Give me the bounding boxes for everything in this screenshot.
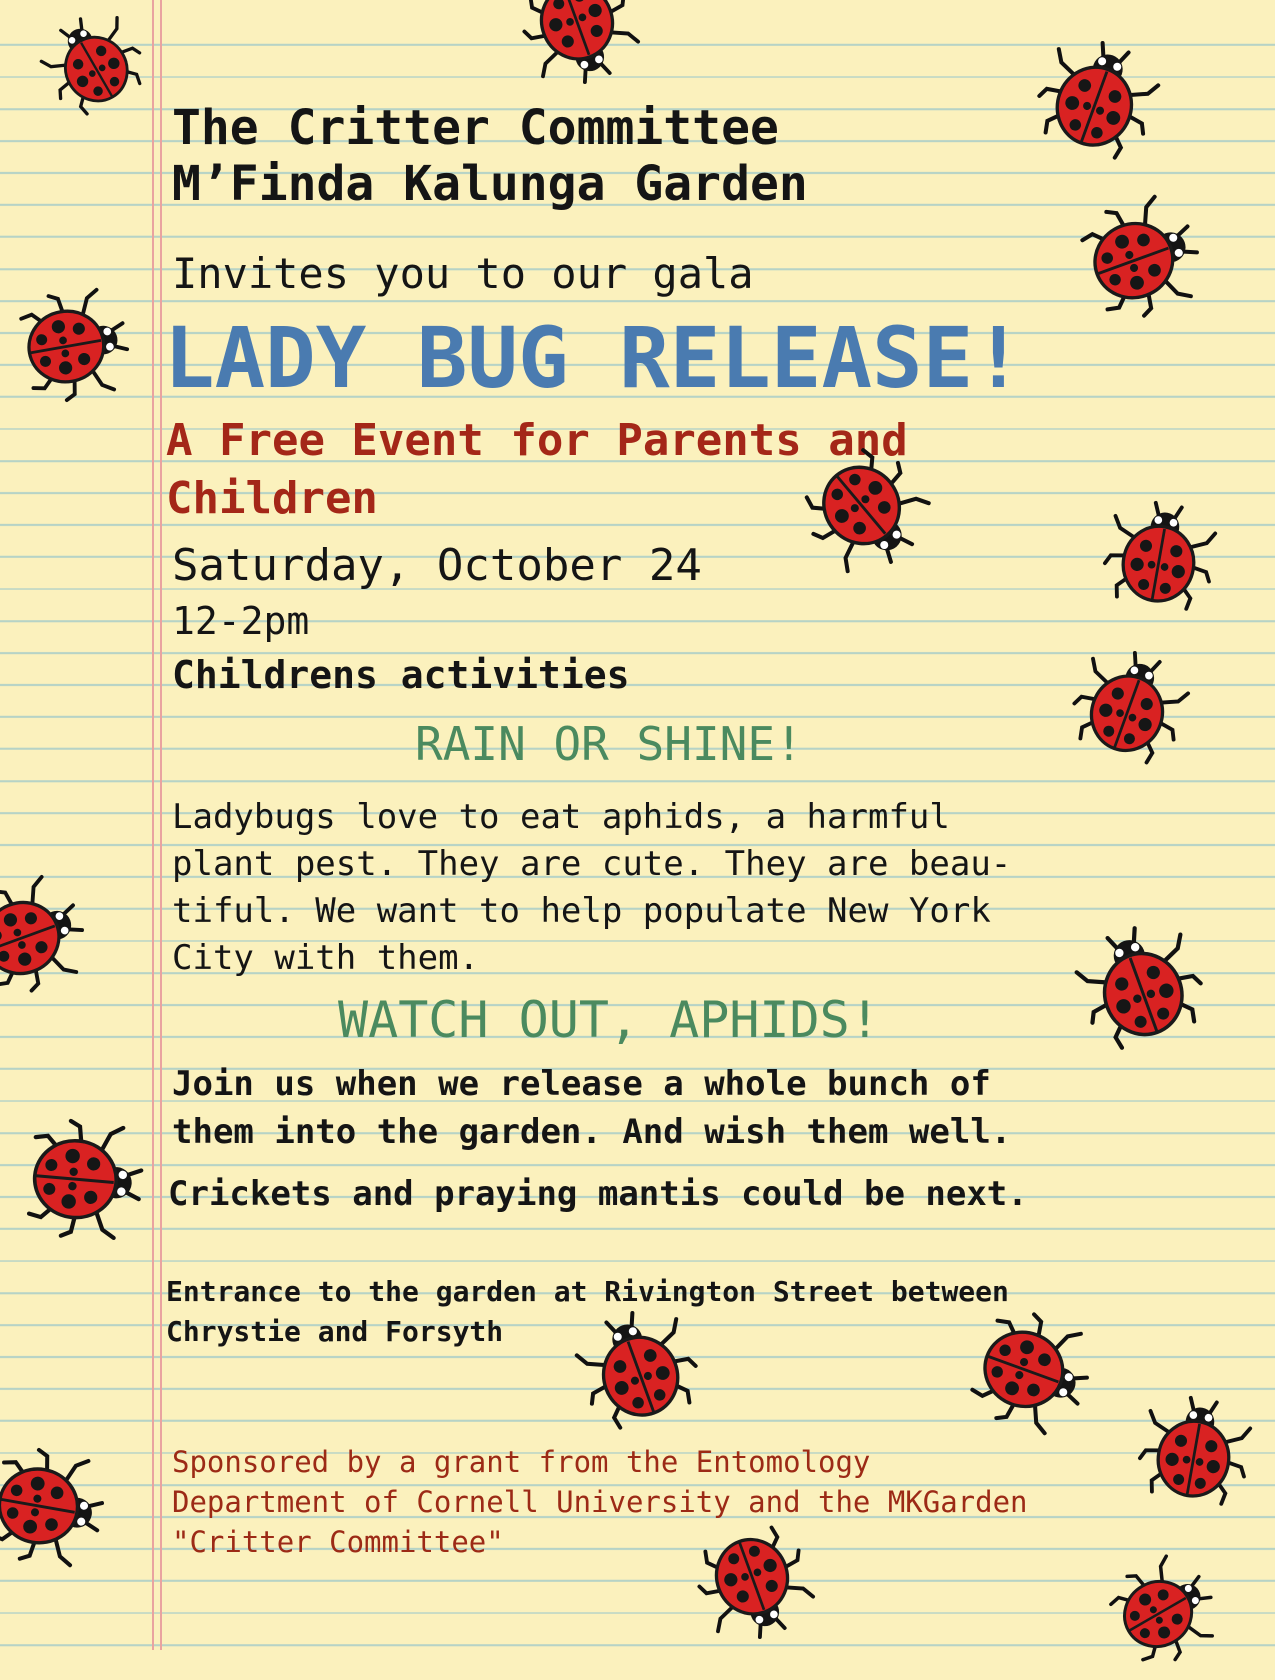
next-critters: Crickets and praying mantis could be next.: [168, 1174, 1028, 1214]
description-line: City with them.: [172, 938, 480, 978]
notebook-margin-line: [160, 0, 162, 1650]
ladybug-icon: [1097, 1542, 1234, 1679]
event-title: LADY BUG RELEASE!: [164, 309, 1024, 407]
ladybug-icon: [0, 865, 100, 1006]
release-line: Join us when we release a whole bunch of: [172, 1064, 991, 1104]
ladybug-icon: [564, 1294, 711, 1441]
watch-out-banner: WATCH OUT, APHIDS!: [338, 991, 880, 1049]
ladybug-icon: [1131, 1386, 1258, 1513]
event-date: Saturday, October 24: [172, 540, 702, 591]
location-line2: Chrystie and Forsyth: [166, 1315, 504, 1348]
ladybug-icon: [0, 1441, 114, 1574]
sponsor-line2: Department of Cornell University and the MKGarden: [172, 1485, 1028, 1519]
event-subtitle-line1: A Free Event for Parents and: [166, 415, 908, 466]
ladybug-description: [172, 794, 1011, 982]
ladybug-icon: [20, 1115, 150, 1245]
committee-name: The Critter Committee: [172, 100, 779, 156]
event-subtitle-line2: Children: [166, 473, 378, 524]
ladybug-icon: [28, 0, 158, 127]
release-description: [172, 1060, 1011, 1156]
description-line: tiful. We want to help populate New York: [172, 891, 991, 931]
sponsor-line3: "Critter Committee": [172, 1525, 504, 1559]
ladybug-icon: [1069, 184, 1216, 331]
ladybug-icon: [510, 0, 651, 100]
notebook-margin-line: [152, 0, 154, 1650]
ladybug-icon: [1096, 491, 1223, 618]
ladybug-icon: [959, 1299, 1106, 1446]
release-line: them into the garden. And wish them well.: [172, 1112, 1012, 1152]
rain-or-shine-banner: RAIN OR SHINE!: [415, 717, 803, 771]
location-line1: Entrance to the garden at Rivington Street between: [166, 1275, 1009, 1308]
ladybug-icon: [1063, 908, 1217, 1062]
description-line: Ladybugs love to eat aphids, a harmful: [172, 797, 950, 837]
event-activities: Childrens activities: [172, 653, 630, 697]
ladybug-icon: [1060, 635, 1201, 776]
ladybug-icon: [1024, 24, 1171, 171]
garden-name: M’Finda Kalunga Garden: [172, 156, 808, 212]
description-line: plant pest. They are cute. They are beau-: [172, 844, 1012, 884]
ladybug-icon: [11, 281, 138, 408]
sponsor-line1: Sponsored by a grant from the Entomology: [172, 1445, 871, 1479]
invite-intro: Invites you to our gala: [172, 249, 754, 298]
ladybug-icon: [685, 1515, 826, 1656]
event-time: 12-2pm: [172, 599, 310, 643]
